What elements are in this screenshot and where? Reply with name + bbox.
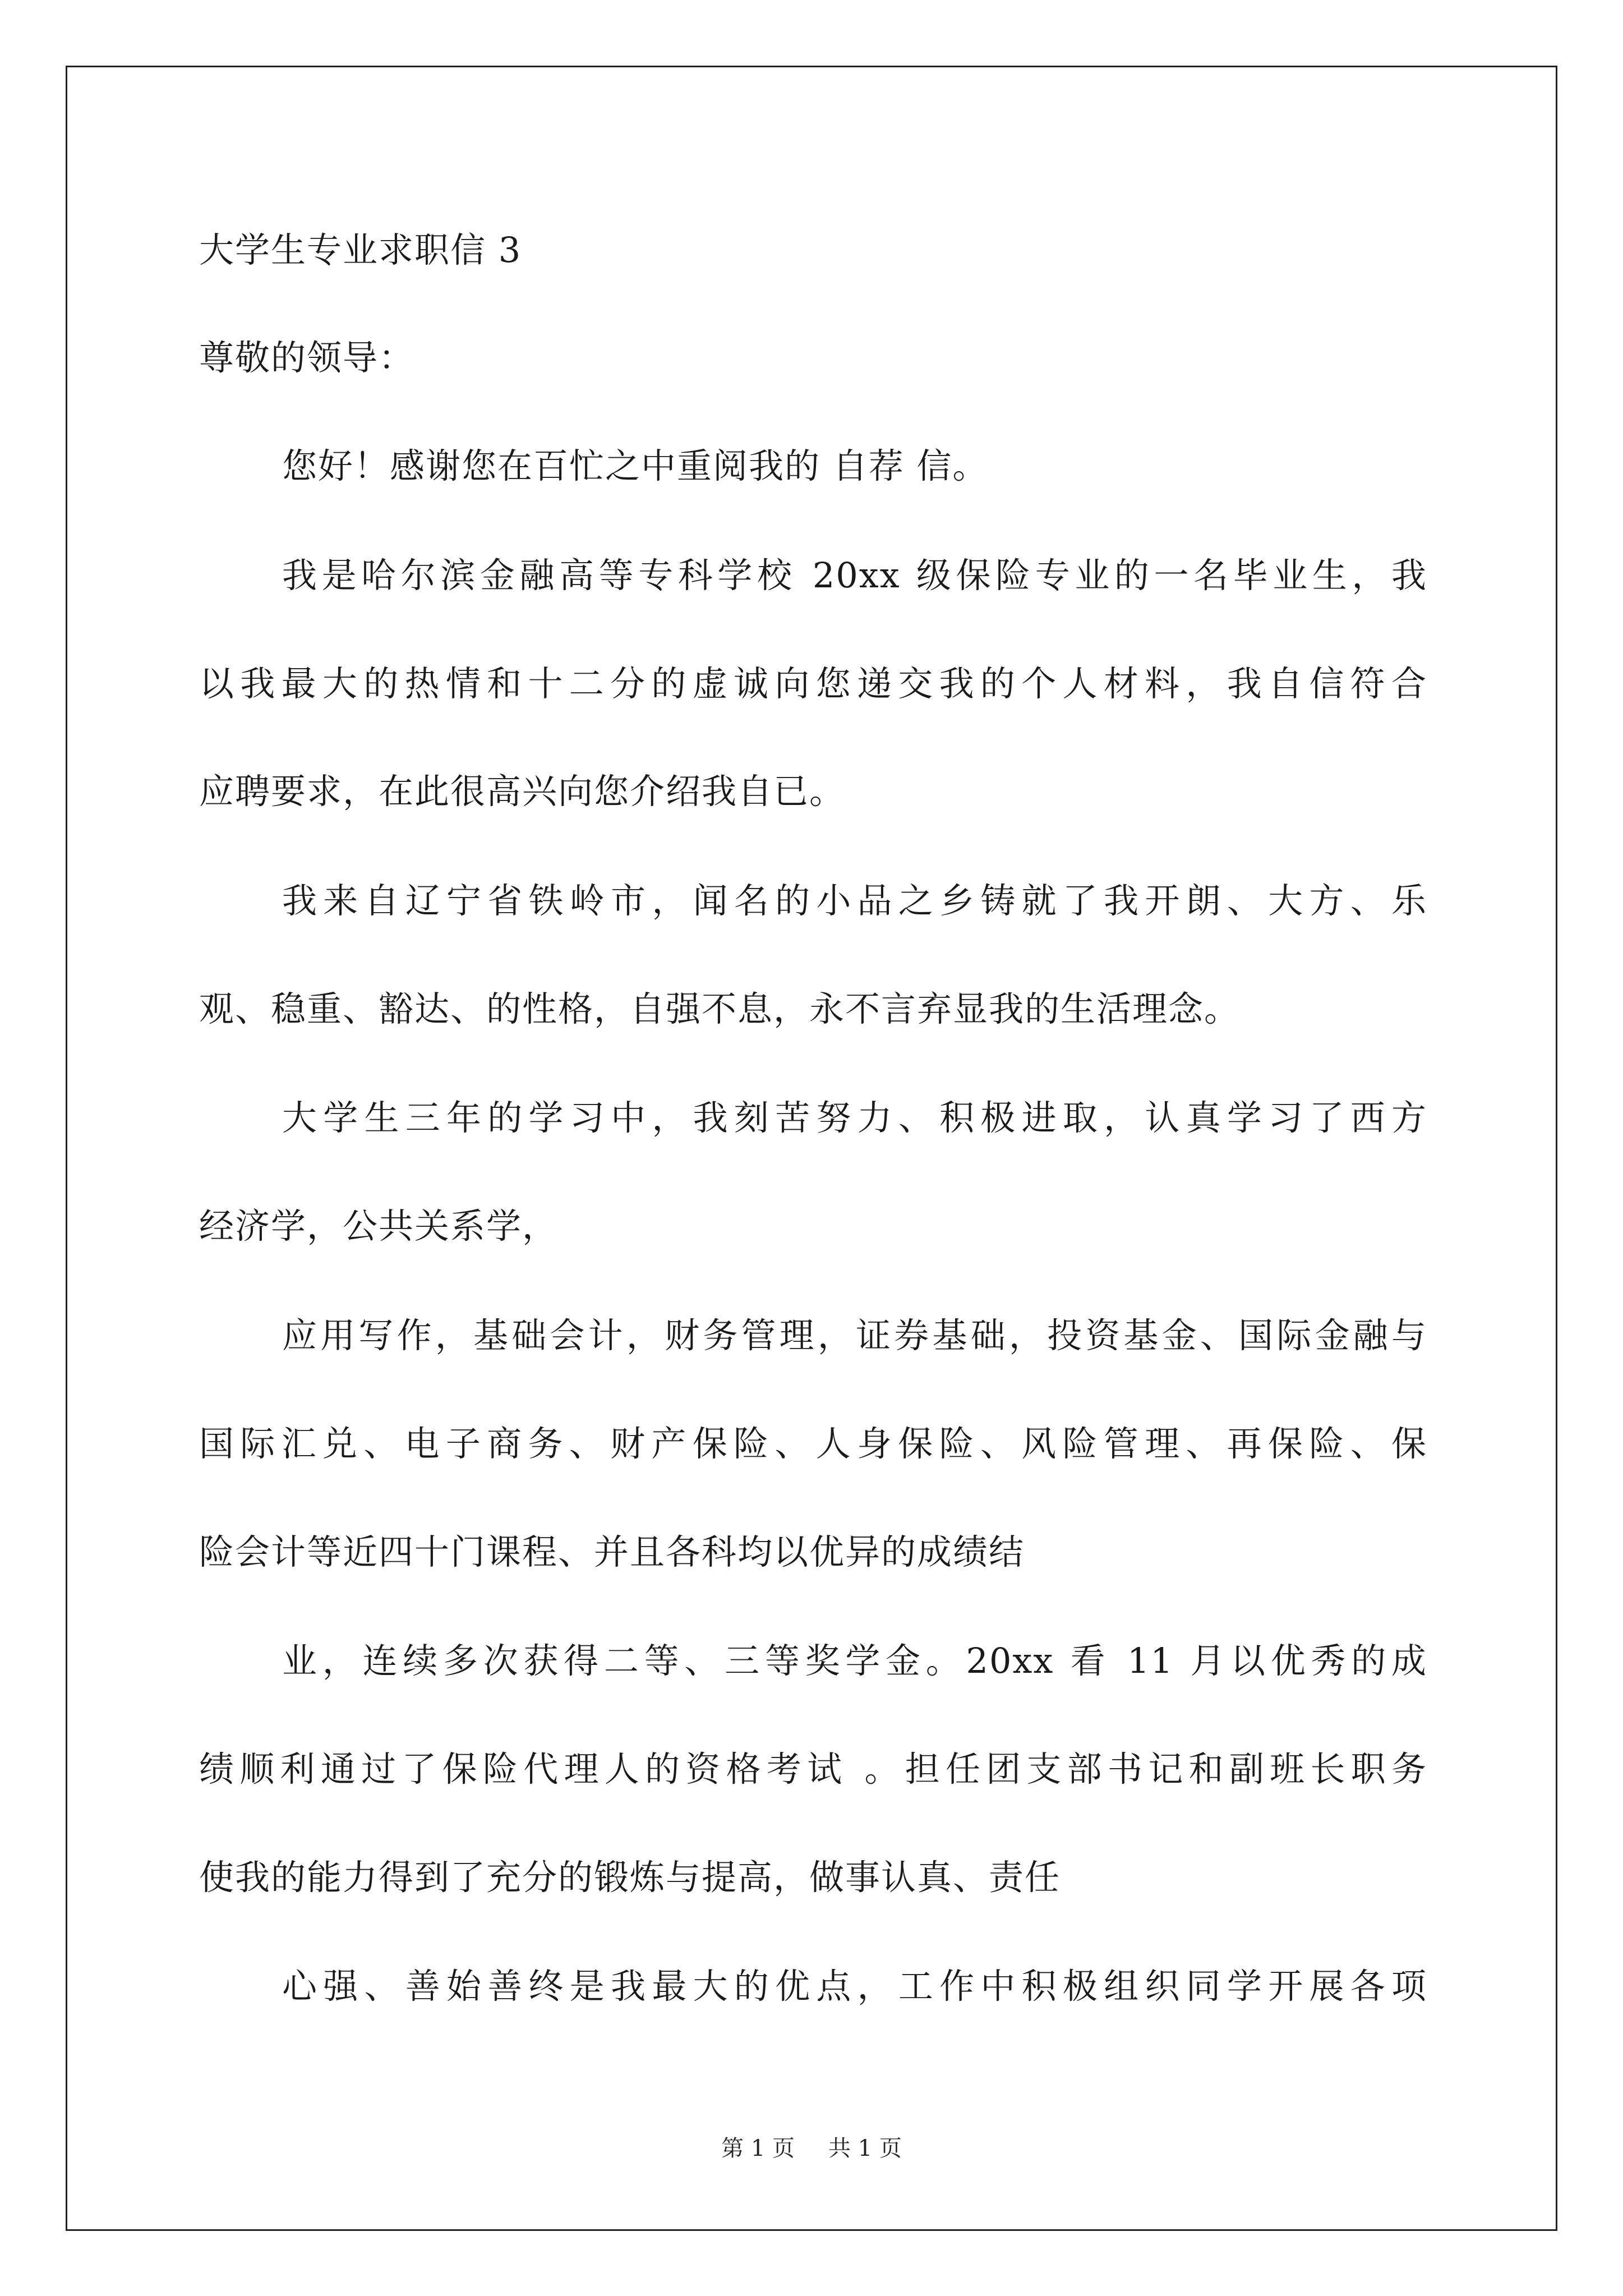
paragraph-line: 您好！感谢您在百忙之中重阅我的 自荐 信。 [282,445,989,486]
paragraph-line: 我是哈尔滨金融高等专科学校 20xx 级保险专业的一名毕业生，我 [282,555,1427,596]
paragraph-line: 绩顺利通过了保险代理人的资格考试 。担任团支部书记和副班长职务 [199,1749,1427,1789]
paragraph-line: 使我的能力得到了充分的锻炼与提高，做事认真、责任 [199,1857,1061,1898]
paragraph-line: 经济学，公共关系学， [199,1205,559,1246]
salutation: 尊敬的领导： [199,337,415,378]
paragraph-line: 应聘要求，在此很高兴向您介绍我自已。 [199,771,846,812]
page-border [66,66,1557,2231]
paragraph-line: 应用写作，基础会计，财务管理，证券基础，投资基金、国际金融与 [282,1315,1427,1356]
paragraph-line: 观、稳重、豁达、的性格，自强不息，永不言弃显我的生活理念。 [199,988,1241,1029]
page-number: 第 1 页 [721,2136,795,2161]
paragraph-line: 大学生三年的学习中，我刻苦努力、积极进取，认真学习了西方 [282,1097,1427,1138]
paragraph-line: 险会计等近四十门课程、并且各科均以优异的成绩结 [199,1531,1025,1572]
page-total: 共 1 页 [828,2136,902,2161]
paragraph-line: 以我最大的热情和十二分的虚诚向您递交我的个人材料，我自信符合 [199,663,1427,704]
paragraph-line: 业，连续多次获得二等、三等奖学金。20xx 看 11 月以优秀的成 [282,1640,1427,1681]
paragraph-line: 国际汇兑、电子商务、财产保险、人身保险、风险管理、再保险、保 [199,1423,1427,1464]
page-footer [0,2137,1623,2160]
document-title: 大学生专业求职信 3 [199,229,522,270]
paragraph-line: 我来自辽宁省铁岭市，闻名的小品之乡铸就了我开朗、大方、乐 [282,880,1427,921]
paragraph-line: 心强、善始善终是我最大的优点，工作中积极组织同学开展各项 [282,1966,1427,2007]
